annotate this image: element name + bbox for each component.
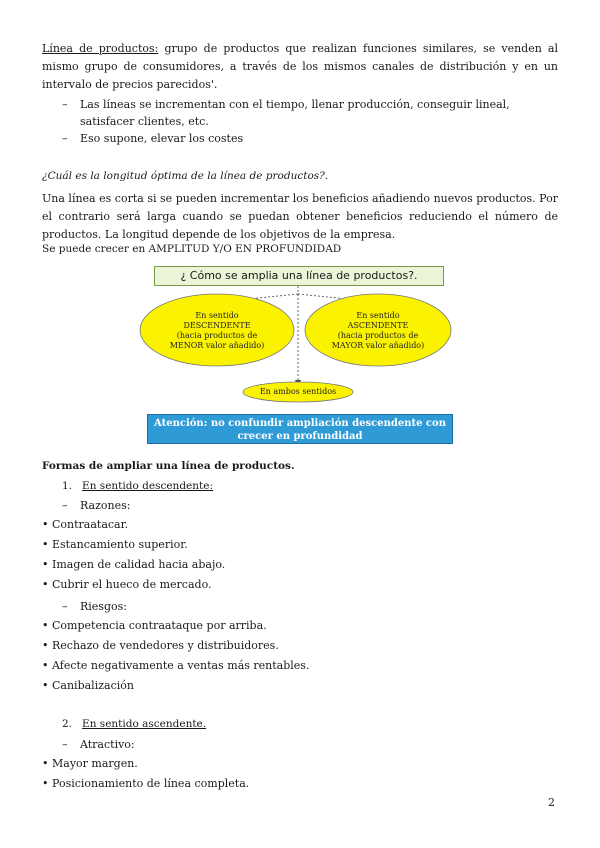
list-item: • Canibalización	[42, 679, 134, 692]
definition-term: Línea de productos:	[42, 42, 159, 55]
list-item: • Afecte negativamente a ventas más rentables.	[42, 659, 310, 672]
reasons-label: – Razones:	[62, 499, 131, 512]
definition-text: grupo de productos que realizan funciones similares, se venden al mismo grupo de consumidores, a través de los mismos canales de distribución y en un intervalo de precios parecidos'.	[42, 42, 559, 91]
section1-heading: 1. En sentido descendente:	[62, 480, 213, 492]
dash-item-text: Las líneas se incrementan con el tiempo, llenar producción, conseguir lineal, satisfacer clientes, etc.	[80, 98, 510, 128]
warning-box: Atención: no confundir ampliación descendente con crecer en profundidad	[147, 414, 453, 444]
list-item: • Contraatacar.	[42, 518, 129, 531]
list-item: • Mayor margen.	[42, 757, 138, 770]
bottom-ellipse-label: En ambos sentidos	[259, 387, 337, 396]
section1-title: En sentido descendente:	[82, 480, 213, 492]
section2-heading: 2. En sentido ascendente.	[62, 718, 207, 730]
definition-paragraph	[42, 40, 558, 94]
question-heading: ¿Cuál es la longitud óptima de la línea de productos?.	[42, 170, 329, 182]
list-item: • Cubrir el hueco de mercado.	[42, 578, 212, 591]
length-paragraph: Una línea es corta si se pueden incrementar los beneficios añadiendo nuevos productos. Por el contrario será larga cuando se puedan obtener beneficios reduciendo el número de productos. La longitud depende de los objetivos de la empresa.	[42, 192, 558, 241]
dash-item-text: Eso supone, elevar los costes	[80, 132, 244, 145]
grow-line: Se puede crecer en AMPLITUD Y/O EN PROFUNDIDAD	[42, 243, 342, 255]
section2-title: En sentido ascendente.	[82, 718, 207, 730]
right-ellipse-label: En sentido ASCENDENTE (hacia productos de MAYOR valor añadido)	[331, 311, 425, 350]
list-item: • Estancamiento superior.	[42, 538, 188, 551]
dash-item: – Las líneas se incrementan con el tiempo, llenar producción, conseguir lineal, satisfacer clientes, etc.	[62, 96, 558, 130]
list-item: • Imagen de calidad hacia abajo.	[42, 558, 226, 571]
attractive-label: – Atractivo:	[62, 738, 135, 751]
list-item: • Posicionamiento de línea completa.	[42, 777, 250, 790]
expansion-diagram	[138, 266, 468, 448]
risks-label: – Riesgos:	[62, 600, 127, 613]
diagram-title: ¿ Cómo se amplia una línea de productos?.	[154, 266, 444, 286]
page-number: 2	[548, 796, 555, 809]
dash-item: – Eso supone, elevar los costes	[62, 130, 558, 147]
list-item: • Rechazo de vendedores y distribuidores.	[42, 639, 279, 652]
left-ellipse-label: En sentido DESCENDENTE (hacia productos de MENOR valor añadido)	[169, 311, 265, 350]
list-item: • Competencia contraataque por arriba.	[42, 619, 267, 632]
forms-heading: Formas de ampliar una línea de productos.	[42, 460, 295, 472]
